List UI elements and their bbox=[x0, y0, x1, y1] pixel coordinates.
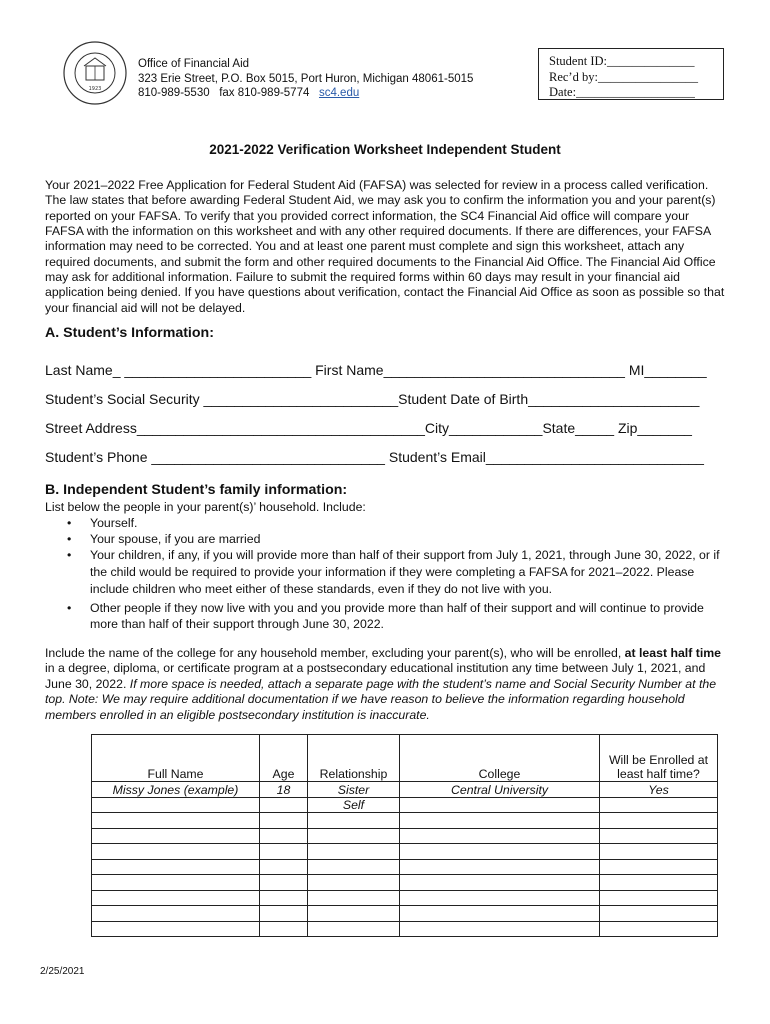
cell-relationship[interactable] bbox=[308, 890, 400, 906]
cell-enrolled[interactable] bbox=[600, 859, 718, 875]
cell-age[interactable] bbox=[260, 921, 308, 937]
office-use-box bbox=[538, 48, 724, 100]
cell-name[interactable] bbox=[92, 921, 260, 937]
list-item: • Other people if they now live with you and you provide more than half of their support and will continue to provide more than half of their support through June 30, 2022. bbox=[45, 600, 725, 632]
table-row bbox=[92, 797, 718, 813]
example-enrolled: Yes bbox=[600, 782, 718, 798]
cell-enrolled[interactable] bbox=[600, 844, 718, 860]
cell-age[interactable] bbox=[260, 890, 308, 906]
office-address: 323 Erie Street, P.O. Box 5015, Port Huron, Michigan 48061-5015 bbox=[138, 72, 474, 85]
cell-college[interactable] bbox=[400, 890, 600, 906]
cell-name[interactable] bbox=[92, 828, 260, 844]
cell-college[interactable] bbox=[400, 828, 600, 844]
phone-email-line[interactable]: Student’s Phone ______________________________ Student’s Email____________________________ bbox=[45, 449, 704, 465]
cell-college[interactable] bbox=[400, 859, 600, 875]
name-line[interactable]: Last Name_ ________________________ First Name_______________________________ MI________ bbox=[45, 362, 707, 378]
cell-enrolled[interactable] bbox=[600, 828, 718, 844]
cell-relationship[interactable] bbox=[308, 828, 400, 844]
example-relationship: Sister bbox=[308, 782, 400, 798]
example-age: 18 bbox=[260, 782, 308, 798]
cell-age[interactable] bbox=[260, 906, 308, 922]
example-name: Missy Jones (example) bbox=[92, 782, 260, 798]
self-label: Self bbox=[308, 797, 400, 813]
household-table bbox=[91, 734, 718, 937]
cell-relationship[interactable] bbox=[308, 844, 400, 860]
office-contact bbox=[138, 86, 473, 101]
household-list bbox=[45, 515, 725, 632]
cell-relationship[interactable] bbox=[308, 859, 400, 875]
cell-enrolled[interactable] bbox=[600, 813, 718, 829]
table-row bbox=[92, 844, 718, 860]
date-line: Date:___________________ bbox=[549, 85, 695, 99]
cell-enrolled[interactable] bbox=[600, 797, 718, 813]
cell-college[interactable] bbox=[400, 875, 600, 891]
cell-name[interactable] bbox=[92, 890, 260, 906]
table-header-row bbox=[92, 735, 718, 782]
list-item: • Your children, if any, if you will provide more than half of their support from July 1, 2021, through June 30, 2022, or if the child would be required to provide your information if they were completing a FAFSA for 2021–2022. Please include children who meet either of these standards, even if they do not live with you. bbox=[45, 547, 725, 597]
table-row bbox=[92, 828, 718, 844]
cell-name[interactable] bbox=[92, 875, 260, 891]
college-seal bbox=[62, 40, 128, 106]
cell-name[interactable] bbox=[92, 844, 260, 860]
cell-relationship[interactable] bbox=[308, 906, 400, 922]
cell-age[interactable] bbox=[260, 828, 308, 844]
table-row bbox=[92, 813, 718, 829]
col-enrolled: Will be Enrolled at least half time? bbox=[600, 735, 718, 782]
instructions-text-2: in a degree, diploma, or certificate program at a postsecondary educational institution any time between July 1, 2021, and June 30, 2022. bbox=[45, 661, 706, 691]
cell-enrolled[interactable] bbox=[600, 921, 718, 937]
cell-name[interactable] bbox=[92, 813, 260, 829]
cell-age[interactable] bbox=[260, 813, 308, 829]
example-college: Central University bbox=[400, 782, 600, 798]
student-id-line: Student ID:______________ bbox=[549, 54, 695, 68]
cell-college[interactable] bbox=[400, 844, 600, 860]
cell-college[interactable] bbox=[400, 797, 600, 813]
instructions-bold: at least half time bbox=[624, 646, 722, 660]
section-a-heading: A. Student’s Information: bbox=[45, 325, 214, 341]
instructions-text: Include the name of the college for any household member, excluding your parent(s), who will be enrolled, bbox=[45, 646, 625, 660]
col-full-name: Full Name bbox=[92, 735, 260, 782]
cell-enrolled[interactable] bbox=[600, 890, 718, 906]
cell-name[interactable] bbox=[92, 906, 260, 922]
col-college: College bbox=[400, 735, 600, 782]
office-fax: fax 810-989-5774 bbox=[219, 87, 310, 100]
table-row bbox=[92, 906, 718, 922]
intro-paragraph: Your 2021–2022 Free Application for Federal Student Aid (FAFSA) was selected for review in a process called verification. The law states that before awarding Federal Student Aid, we may ask you to confirm the information you and your parent(s) reported on your FAFSA. To verify that you provided correct information, the SC4 Financial Aid office will compare your FAFSA with the information on this worksheet and with any other required documents. If there are differences, your FAFSA information may need to be corrected. You and at least one parent must complete and sign this worksheet, attach any required documents, and submit the form and other required documents to the Financial Aid Office. The Financial Aid Office may ask for additional information. Failure to submit the required forms within 60 days may result in your financial aid application being denied. If you have questions about verification, contact the Financial Aid Office as soon as possible so that your financial aid will not be delayed. bbox=[45, 178, 725, 315]
cell-college[interactable] bbox=[400, 813, 600, 829]
cell-relationship[interactable] bbox=[308, 921, 400, 937]
col-age: Age bbox=[260, 735, 308, 782]
list-item: • Yourself. bbox=[45, 515, 725, 531]
cell-relationship[interactable] bbox=[308, 813, 400, 829]
cell-college[interactable] bbox=[400, 906, 600, 922]
instructions-italic: If more space is needed, attach a separate page with the student’s name and Social Security Number at the top. Note: We may require additional documentation if we have reason to believe the information regarding household members enrolled in an eligible postsecondary institution is inaccurate. bbox=[45, 676, 717, 722]
address-line[interactable]: Street Address_____________________________________City____________State_____ Zip_______ bbox=[45, 420, 692, 436]
cell-age[interactable] bbox=[260, 875, 308, 891]
ssn-dob-line[interactable]: Student’s Social Security _________________________Student Date of Birth______________________ bbox=[45, 391, 700, 407]
office-address-block bbox=[138, 57, 473, 101]
recd-by-line: Rec’d by:________________ bbox=[549, 69, 698, 84]
cell-name[interactable] bbox=[92, 859, 260, 875]
table-row bbox=[92, 859, 718, 875]
table-row bbox=[92, 921, 718, 937]
cell-age[interactable] bbox=[260, 859, 308, 875]
cell-college[interactable] bbox=[400, 921, 600, 937]
office-phone: 810-989-5530 bbox=[138, 87, 210, 100]
office-name: Office of Financial Aid bbox=[138, 58, 250, 70]
cell-name[interactable] bbox=[92, 797, 260, 813]
cell-age[interactable] bbox=[260, 844, 308, 860]
table-row-example bbox=[92, 782, 718, 798]
revision-date: 2/25/2021 bbox=[40, 966, 85, 977]
page-title: 2021-2022 Verification Worksheet Independent Student bbox=[209, 142, 561, 157]
svg-text:1923: 1923 bbox=[88, 86, 102, 92]
table-row bbox=[92, 875, 718, 891]
col-relationship: Relationship bbox=[308, 735, 400, 782]
list-item: • Your spouse, if you are married bbox=[45, 531, 725, 547]
cell-enrolled[interactable] bbox=[600, 875, 718, 891]
section-b-heading: B. Independent Student’s family information: bbox=[45, 482, 348, 498]
website-link[interactable]: sc4.edu bbox=[318, 87, 360, 100]
section-b-intro: List below the people in your parent(s)’ household. Include: bbox=[45, 500, 366, 514]
cell-enrolled[interactable] bbox=[600, 906, 718, 922]
cell-age[interactable] bbox=[260, 797, 308, 813]
table-row bbox=[92, 890, 718, 906]
college-instructions bbox=[45, 646, 725, 723]
cell-relationship[interactable] bbox=[308, 875, 400, 891]
